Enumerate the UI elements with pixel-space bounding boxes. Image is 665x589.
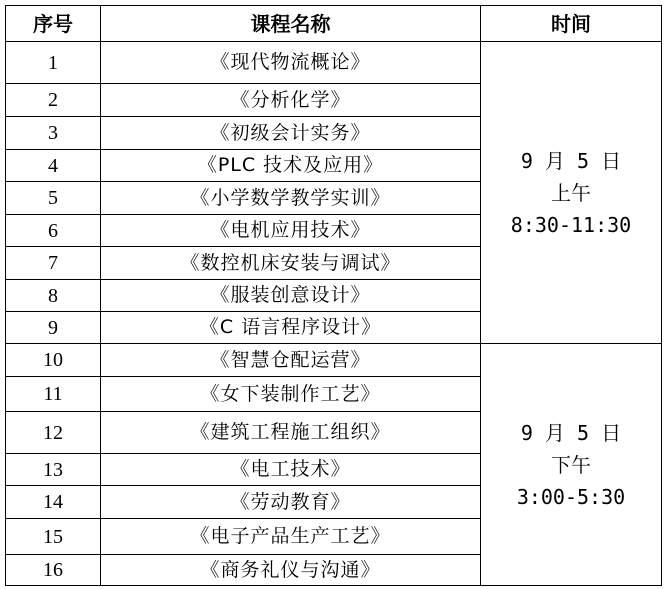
row-number: 7 xyxy=(6,247,101,280)
table-row xyxy=(6,344,662,377)
course-name: 《女下装制作工艺》 xyxy=(101,377,481,412)
course-name: 《现代物流概论》 xyxy=(101,42,481,84)
row-number: 10 xyxy=(6,344,101,377)
table-row xyxy=(6,42,662,84)
course-name: 《电工技术》 xyxy=(101,454,481,486)
session-hours: 3:00-5:30 xyxy=(516,484,626,509)
row-number: 1 xyxy=(6,42,101,84)
row-number: 13 xyxy=(6,454,101,486)
session-period: 上午 xyxy=(551,180,591,205)
header-time: 时间 xyxy=(481,6,662,42)
course-name: 《分析化学》 xyxy=(101,84,481,117)
row-number: 4 xyxy=(6,150,101,182)
session-period: 下午 xyxy=(551,452,591,477)
course-name: 《智慧仓配运营》 xyxy=(101,344,481,377)
session-date: 9 月 5 日 xyxy=(520,420,622,445)
session-morning xyxy=(481,42,662,344)
course-name: 《商务礼仪与沟通》 xyxy=(101,555,481,586)
row-number: 15 xyxy=(6,519,101,555)
row-number: 3 xyxy=(6,117,101,150)
header-index: 序号 xyxy=(6,6,101,42)
row-number: 11 xyxy=(6,377,101,412)
course-name: 《C 语言程序设计》 xyxy=(101,312,481,344)
course-name: 《服装创意设计》 xyxy=(101,280,481,312)
course-name: 《劳动教育》 xyxy=(101,486,481,519)
course-name: 《PLC 技术及应用》 xyxy=(101,150,481,182)
course-name: 《电机应用技术》 xyxy=(101,215,481,247)
header-row xyxy=(6,6,662,42)
row-number: 8 xyxy=(6,280,101,312)
row-number: 9 xyxy=(6,312,101,344)
row-number: 5 xyxy=(6,182,101,215)
row-number: 2 xyxy=(6,84,101,117)
course-name: 《电子产品生产工艺》 xyxy=(101,519,481,555)
session-hours: 8:30-11:30 xyxy=(510,212,632,237)
course-name: 《小学数学教学实训》 xyxy=(101,182,481,215)
course-name: 《建筑工程施工组织》 xyxy=(101,412,481,454)
session-date: 9 月 5 日 xyxy=(520,148,622,173)
row-number: 12 xyxy=(6,412,101,454)
row-number: 6 xyxy=(6,215,101,247)
course-name: 《数控机床安装与调试》 xyxy=(101,247,481,280)
row-number: 16 xyxy=(6,555,101,586)
session-afternoon xyxy=(481,344,662,586)
row-number: 14 xyxy=(6,486,101,519)
header-course-name: 课程名称 xyxy=(101,6,481,42)
exam-schedule-table xyxy=(5,5,662,586)
course-name: 《初级会计实务》 xyxy=(101,117,481,150)
